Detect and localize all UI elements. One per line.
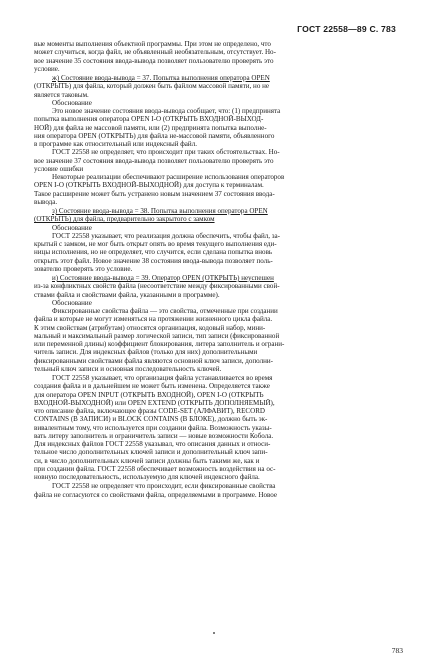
running-header: ГОСТ 22558—89 С. 783 bbox=[297, 24, 396, 34]
section-heading-i: и) Состояние ввода-вывода = 39. Оператор OPEN (ОТКРЫТЬ) неуспешен bbox=[52, 274, 274, 282]
subheading-rationale: Обоснование bbox=[52, 298, 92, 307]
text-line: условие ошибки bbox=[34, 164, 84, 173]
text-line: может случиться, когда файл, не объявленный необязательным, отсутствует. Но- bbox=[34, 48, 276, 57]
text-line: создания файла и в дальнейшем не может быть изменена. Определяется также bbox=[34, 382, 270, 391]
text-line: ГОСТ 22558 не определяет что происходит, если фиксированные свойства bbox=[52, 482, 276, 491]
section-heading-z: з) Состояние ввода-вывода = 38. Попытка выполнения оператора OPEN bbox=[52, 207, 268, 215]
text-line: Такое расширение может быть устранено новым значением 37 состояния ввода- bbox=[34, 189, 275, 198]
text-line: при создании файла. ГОСТ 22558 обеспечивает возможность воздействия на ос- bbox=[34, 464, 276, 473]
text-line: условие. bbox=[34, 64, 60, 73]
footer-mark bbox=[213, 632, 215, 634]
text-line: Фиксированные свойства файла — это свойства, отмеченные при создании bbox=[52, 307, 278, 315]
text-line: НОЙ) для файла не массовой памяти, или (2) предпринята попытка выполне- bbox=[34, 123, 267, 132]
text-line: ния оператора OPEN (ОТКРЫТЬ) для файла не-массовой памяти, объявленного bbox=[34, 131, 275, 140]
text-line: ГОСТ 22558 указывает, что реализация должна обеспечить, чтобы файл, за- bbox=[52, 231, 281, 240]
text-line: вые моменты выполнения объектной программы. При этом не определено, что bbox=[34, 40, 271, 48]
text-line: тельный ключ записи и основная последовательность ключей. bbox=[34, 364, 222, 373]
text-line: новную последовательность, используемую для ключей индексного файла. bbox=[34, 473, 260, 481]
text-line: открыть этот файл. Новое значение 38 состояния ввода-вывода позволяет поль- bbox=[34, 256, 273, 265]
subheading-rationale: Обоснование bbox=[52, 98, 92, 107]
text-line: является таковым. bbox=[34, 90, 89, 99]
section-heading-zh: ж) Состояние ввода-вывода = 37. Попытка выполнения оператора OPEN bbox=[52, 74, 270, 82]
text-line: ГОСТ 22558 указывает, что организация файла устанавливается во время bbox=[52, 374, 273, 382]
subheading-rationale: Обоснование bbox=[52, 223, 92, 232]
text-line: вое значение 37 состояния ввода-вывода позволяет пользователю проверять это bbox=[34, 156, 274, 165]
text-line: зователю проверять это условие. bbox=[34, 264, 133, 273]
text-line: вое значение 35 состояния ввода-вывода позволяет пользователю проверять это bbox=[34, 56, 274, 65]
text-line: Это новое значение состояния ввода-вывода сообщает, что: (1) предпринята bbox=[52, 107, 281, 115]
text-line: (ОТКРЫТЬ) для файла, который должен быть файлом массовой памяти, но не bbox=[34, 82, 270, 91]
text-line: для оператора OPEN INPUT (ОТКРЫТЬ ВХОДНОЙ), OPEN I-O (ОТКРЫТЬ bbox=[34, 390, 264, 399]
text-line: из-за конфликтных свойств файла (несоответствие между фиксированными свой- bbox=[34, 282, 280, 291]
body-text bbox=[34, 40, 396, 499]
text-line: ВХОДНОЙ-ВЫХОДНОЙ) или OPEN EXTEND (ОТКРЫТЬ ДОПОЛНЯЕМЫЙ), bbox=[34, 398, 275, 407]
text-line: читель записи. Для индексных файлов (только для них) дополнительными bbox=[34, 348, 258, 357]
text-line: или переменной длины) коэффициент блокирования, литера заполнитель и ограни- bbox=[34, 340, 285, 348]
text-line: файла и которые не могут изменяться на протяжении жизненного цикла файла. bbox=[34, 315, 273, 324]
text-line: тельное число дополнительных ключей записи и дополнительный ключ запи- bbox=[34, 448, 268, 457]
text-line: фиксированными свойствами файла являются основной ключ записи, дополни- bbox=[34, 356, 274, 365]
text-line: вывода. bbox=[34, 197, 58, 206]
text-line: ствами файла и свойствами файла, указанными в программе). bbox=[34, 290, 220, 299]
text-line: крытый с замком, не мог быть открыт опять во время текущего выполнения еди- bbox=[34, 240, 277, 248]
text-line: CONTAINS (В ЗАПИСИ) и BLOCK CONTAINS (В БЛОКЕ), должно быть эк- bbox=[34, 415, 268, 424]
page-number: 783 bbox=[391, 646, 403, 655]
text-line: попытка выполнения оператора OPEN I-O (ОТКРЫТЬ ВХОДНОЙ-ВЫХОД- bbox=[34, 115, 264, 124]
document-page bbox=[34, 22, 396, 499]
text-line: в программе как относительный или индексный файл. bbox=[34, 140, 197, 148]
text-line: К этим свойствам (атрибутам) относятся организация, кодовый набор, мини- bbox=[34, 323, 266, 332]
text-line: вивалентным тому, что используется при создании файла. Возможность указы- bbox=[34, 423, 272, 432]
text-line: OPEN I-O (ОТКРЫТЬ ВХОДНОЙ-ВЫХОДНОЙ) для доступа к терминалам. bbox=[34, 181, 264, 190]
text-line: ницы исполнения, но не определяет, что случится, если сделана попытка вновь bbox=[34, 248, 273, 257]
text-line: файла не согласуются со свойствами файла, определяемыми в программе. Новое bbox=[34, 490, 277, 499]
text-line: что описание файла, включающее фразы CODE-SET (АЛФАВИТ), RECORD bbox=[34, 407, 266, 415]
text-line: мальный и максимальный размер логической записи, тип записи (фиксированной bbox=[34, 331, 280, 340]
text-line: Для индексных файлов ГОСТ 22558 указывал, что описания данных и относи- bbox=[34, 440, 271, 448]
text-line: си, в число дополнительных ключей записи должны быть такими же, как и bbox=[34, 456, 260, 465]
text-line: вать литеру заполнитель и ограничитель записи — новые возможности Кобола. bbox=[34, 431, 274, 440]
text-line: ГОСТ 22558 не определяет, что происходит при таких обстоятельствах. Но- bbox=[52, 148, 280, 157]
text-line: Некоторые реализации обеспечивают расширение использования операторов bbox=[52, 173, 285, 181]
text-line: (ОТКРЫТЬ) для файла, предварительно закрытого с замком bbox=[34, 215, 215, 224]
